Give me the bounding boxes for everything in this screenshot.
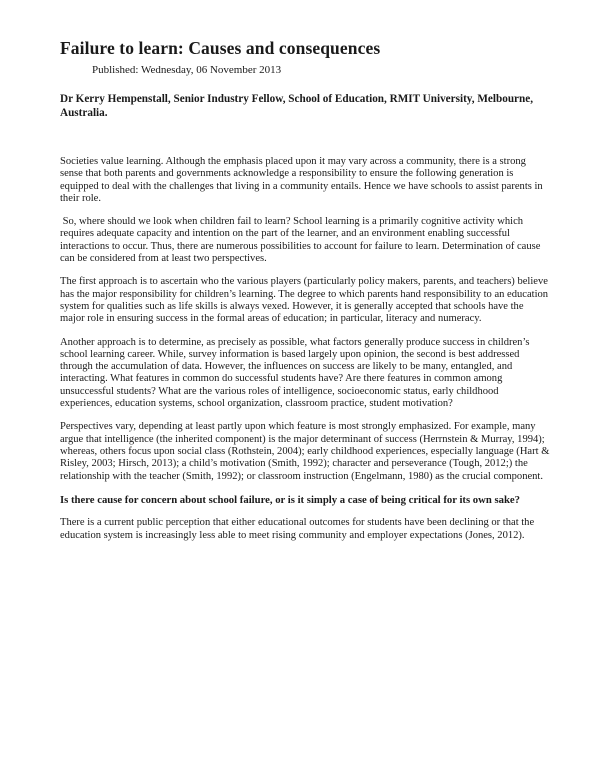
paragraph-intro: Societies value learning. Although the emphasis placed upon it may vary across a community, there is a strong sense that both parents and governments acknowledge a responsibility to ensure the following generation is equipped to deal with the challenges that living in a community entails. Hence we have schools to assist parents in their role. xyxy=(60,156,543,204)
paragraph-perspectives: Perspectives vary, depending at least partly upon which feature is most strongly emphasized. For example, many argue that intelligence (the inherited component) is the major determinant of success (Herrnstein & Murray, 1994); whereas, others focus upon social class (Rothstein, 2004); early childhood experiences, especially language (Hart & Risley, 2003; Hirsch, 2013); a child’s motivation (Smith, 1992); character and perseverance (Tough, 2012;) the relationship with the teacher (Smith, 1992); or classroom instruction (Engelmann, 1980) as the crucial component. xyxy=(60,421,550,482)
paragraph-first-approach: The first approach is to ascertain who the various players (particularly policy makers, parents, and teachers) believe has the major responsibility for children’s learning. The degree to which parents hand responsibility to an education system for qualities such as life skills is always vexed. However, it is generally accepted that schools have the major role in ensuring success in the formal areas of education; in particular, literacy and numeracy. xyxy=(60,276,549,325)
author-byline: Dr Kerry Hempenstall, Senior Industry Fellow, School of Education, RMIT University, Melbourne, Australia. xyxy=(60,93,533,119)
paragraph-where-to-look xyxy=(60,216,550,265)
paragraph-public-perception: There is a current public perception that either educational outcomes for students have been declining or that the education system is increasingly less able to meet rising community and employer expectations (Jones, 2012). xyxy=(60,517,535,541)
article-title: Failure to learn: Causes and consequences xyxy=(60,38,381,58)
paragraph-second-approach: Another approach is to determine, as precisely as possible, what factors generally produce success in children’s school learning career. While, survey information is based largely upon opinion, the second is best addressed through the accumulation of data. However, the influences on success are likely to be many, entangled, and interacting. What features in common do successful students have? Are there features in common among unsuccessful students? What are the various roles of intelligence, socioeconomic status, early childhood experiences, education systems, school organization, classroom practice, student motivation? xyxy=(60,336,530,410)
paragraph-where-to-look-text: So, where should we look when children fail to learn? School learning is a primarily cognitive activity which requires adequate capacity and intention on the part of the learner, and an environment enabling successful interactions to occur. Thus, there are numerous possibilities to account for failure to learn. Determination of cause can be considered from at least two perspectives. xyxy=(60,216,541,265)
section-subheading: Is there cause for concern about school failure, or is it simply a case of being critical for its own sake? xyxy=(60,493,521,506)
published-date: Published: Wednesday, 06 November 2013 xyxy=(92,64,282,76)
